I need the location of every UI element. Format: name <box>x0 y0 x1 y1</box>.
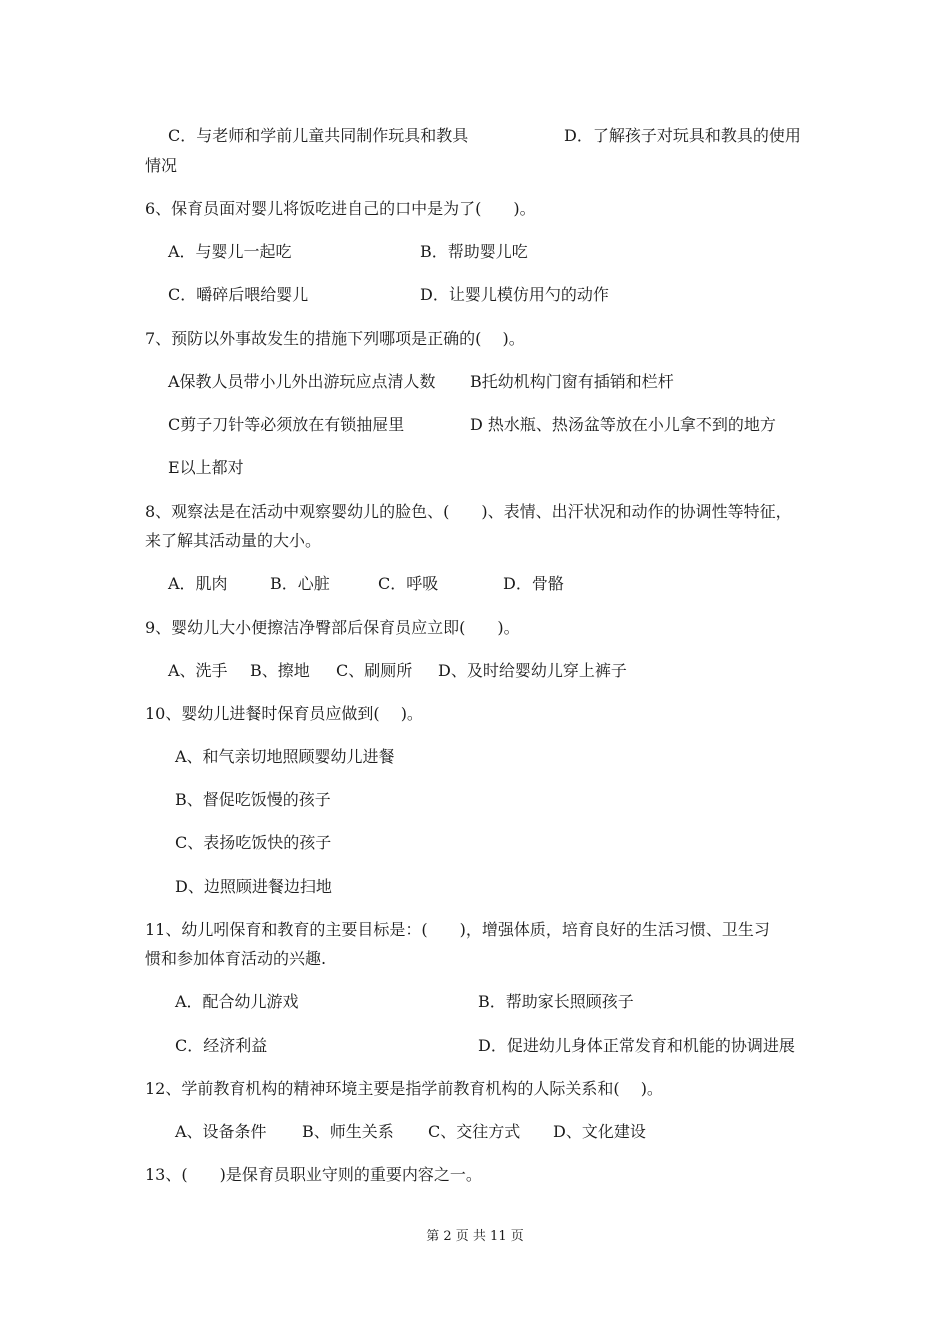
q10-question: 10、婴幼儿进餐时保育员应做到( )。 <box>145 704 423 723</box>
q9-option-c: C、刷厕所 <box>336 661 413 680</box>
q10-option-d: D、边照顾进餐边扫地 <box>175 877 332 896</box>
q6-option-b: B．帮助婴儿吃 <box>420 242 528 261</box>
q9-option-a: A、洗手 <box>168 661 228 680</box>
q11-question-line2: 惯和参加体育活动的兴趣. <box>145 949 327 968</box>
q8-option-b: B．心脏 <box>270 574 330 593</box>
q12-option-d: D、文化建设 <box>553 1122 646 1141</box>
q12-option-a: A、设备条件 <box>175 1122 267 1141</box>
q6-question: 6、保育员面对婴儿将饭吃进自己的口中是为了( )。 <box>145 199 536 218</box>
q12-option-b: B、师生关系 <box>302 1122 394 1141</box>
q6-option-d: D．让婴儿模仿用勺的动作 <box>420 285 609 304</box>
q8-option-c: C．呼吸 <box>378 574 439 593</box>
q5-option-d-wrap: 情况 <box>145 156 178 175</box>
q9-question: 9、婴幼儿大小便擦洁净臀部后保育员应立即( )。 <box>145 618 520 637</box>
q8-option-d: D．骨骼 <box>503 574 564 593</box>
q6-option-a: A．与婴儿一起吃 <box>168 242 292 261</box>
q7-question: 7、预防以外事故发生的措施下列哪项是正确的( )。 <box>145 329 525 348</box>
q7-option-c: C剪子刀针等必须放在有锁抽屉里 <box>168 415 405 434</box>
q7-option-a: A保教人员带小儿外出游玩应点清人数 <box>168 372 436 391</box>
q8-question-line1: 8、观察法是在活动中观察婴幼儿的脸色、( )、表情、出汗状况和动作的协调性等特征， <box>145 502 792 521</box>
q8-question-line2: 来了解其活动量的大小。 <box>145 531 322 550</box>
q11-option-c: C．经济利益 <box>175 1036 268 1055</box>
q12-option-c: C、交往方式 <box>428 1122 521 1141</box>
q13-question: 13、( )是保育员职业守则的重要内容之一。 <box>145 1165 482 1184</box>
q5-option-c: C．与老师和学前儿童共同制作玩具和教具 <box>168 126 469 145</box>
q10-option-b: B、督促吃饭慢的孩子 <box>175 790 331 809</box>
q10-option-c: C、表扬吃饭快的孩子 <box>175 833 332 852</box>
page-footer: 第 2 页 共 11 页 <box>426 1229 524 1244</box>
q8-option-a: A．肌肉 <box>168 574 228 593</box>
q10-option-a: A、和气亲切地照顾婴幼儿进餐 <box>175 747 395 766</box>
q7-option-b: B托幼机构门窗有插销和栏杆 <box>470 372 674 391</box>
q7-option-d: D 热水瓶、热汤盆等放在小儿拿不到的地方 <box>470 415 776 434</box>
q11-option-a: A．配合幼儿游戏 <box>175 992 299 1011</box>
q11-option-d: D．促进幼儿身体正常发育和机能的协调进展 <box>478 1036 795 1055</box>
q12-question: 12、学前教育机构的精神环境主要是指学前教育机构的人际关系和( )。 <box>145 1079 663 1098</box>
q9-option-d: D、及时给婴幼儿穿上裤子 <box>438 661 627 680</box>
q5-option-d: D．了解孩子对玩具和教具的使用 <box>564 126 801 145</box>
q7-option-e: E以上都对 <box>168 458 244 477</box>
q9-option-b: B、擦地 <box>250 661 310 680</box>
q11-question-line1: 11、幼儿吲保育和教育的主要目标是：( )，增强体质，培育良好的生活习惯、卫生习 <box>145 920 770 939</box>
q11-option-b: B．帮助家长照顾孩子 <box>478 992 634 1011</box>
q6-option-c: C．嚼碎后喂给婴儿 <box>168 285 309 304</box>
